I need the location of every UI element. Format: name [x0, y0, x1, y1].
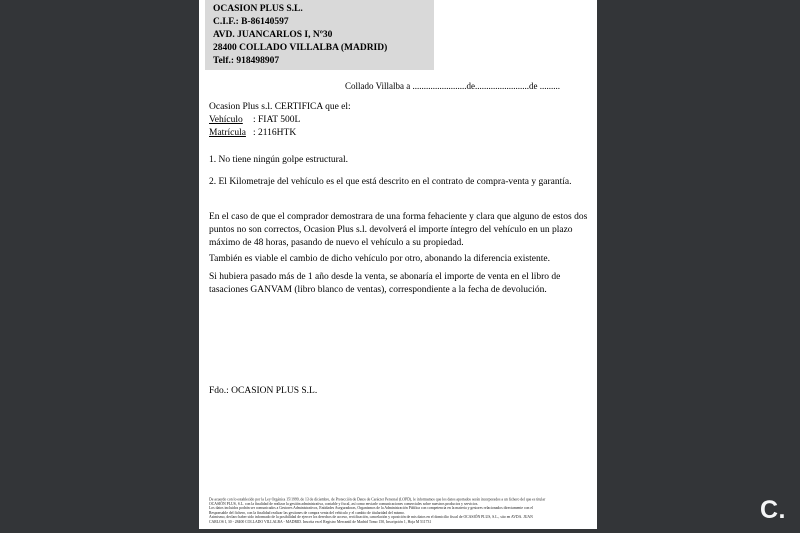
company-name: OCASION PLUS S.L. — [213, 4, 303, 14]
certificate-point-1: 1. No tiene ningún golpe estructural. — [209, 155, 349, 165]
legal-line-1: De acuerdo con lo establecido por la Ley Orgánica 15/1999, de 13 de diciembre, de Protección de Datos de Carácter Personal (LOPD), le informamos que los datos aportados serán incorporados a un fichero del que es titular — [209, 497, 546, 502]
company-city: 28400 COLLADO VILLALBA (MADRID) — [213, 43, 388, 53]
legal-fine-print — [209, 497, 595, 527]
ganvam-paragraph: Si hubiera pasado más de 1 año desde la venta, se abonaría el importe de venta en el libro de tasaciones GANVAM (libro blanco de ventas), correspondiente a la fecha de devolución. — [209, 272, 561, 295]
vehicle-value: : FIAT 500L — [253, 115, 301, 125]
company-header-block — [205, 0, 434, 70]
company-phone: Telf.: 918498907 — [213, 56, 280, 66]
coches-net-watermark-logo: C. — [760, 496, 786, 524]
legal-line-6: CARLOS I, 30 - 28400 COLLADO VILLALBA - MADRID. Inscrita en el Registro Mercantil de Madrid Tomo 150, Inscripción 1, Hoja M 511731 — [209, 519, 432, 524]
plate-value: : 2116HTK — [253, 128, 297, 138]
date-line: Collado Villalba a ........................de........................de ......... — [345, 81, 561, 91]
certificate-point-2: 2. El Kilometraje del vehículo es el que está descrito en el contrato de compra-venta y garantía. — [209, 177, 572, 187]
legal-line-5: Asimismo, declaro haber sido informado de la posibilidad de ejercer los derechos de acceso, rectificación, cancelación y oposición de mis datos en el domicilio fiscal de OCASIÓN PLUS, S.L., sito en AVDA. JUAN — [209, 515, 533, 520]
signature-line: Fdo.: OCASION PLUS S.L. — [209, 386, 318, 396]
plate-row — [209, 128, 296, 138]
legal-line-2: OCASIÓN PLUS, S.L. con la finalidad de realizar la gestión administrativa, contable y fiscal, así como enviarle comunicaciones comerciales sobre nuestros productos y servicios. — [209, 501, 479, 506]
certificate-document-page — [199, 0, 597, 529]
legal-line-3: Los datos incluidos podrán ser comunicados a Gestores Administrativos, Entidades Aseguradoras, Organismos de la Administración Pública con competencia en la materia y gestores relacionados directamente con el — [209, 506, 534, 511]
vehicle-label: Vehículo — [209, 115, 243, 125]
legal-fine-print-text — [209, 497, 595, 524]
exchange-paragraph: También es viable el cambio de dicho vehículo por otro, abonando la diferencia existente. — [209, 254, 550, 264]
refund-paragraph: En el caso de que el comprador demostrara de una forma fehaciente y clara que alguno de estos dos puntos no son correctos, Ocasion Plus s.l. devolverá el importe íntegro del vehículo en un plazo máximo de 48 horas, pasando de nuevo el vehículo a su propiedad. — [209, 212, 588, 248]
plate-label: Matrícula — [209, 128, 246, 138]
certify-intro: Ocasion Plus s.l. CERTIFICA que el: — [209, 102, 351, 112]
company-address: AVD. JUANCARLOS I, Nº30 — [213, 30, 333, 40]
vehicle-row — [209, 115, 300, 125]
legal-line-4: Responsable del fichero, con la finalidad realizar las gestiones de compra venta del vehículo y el cambio de titularidad del mismo. — [209, 510, 405, 515]
company-cif: C.I.F.: B-86140597 — [213, 17, 289, 27]
